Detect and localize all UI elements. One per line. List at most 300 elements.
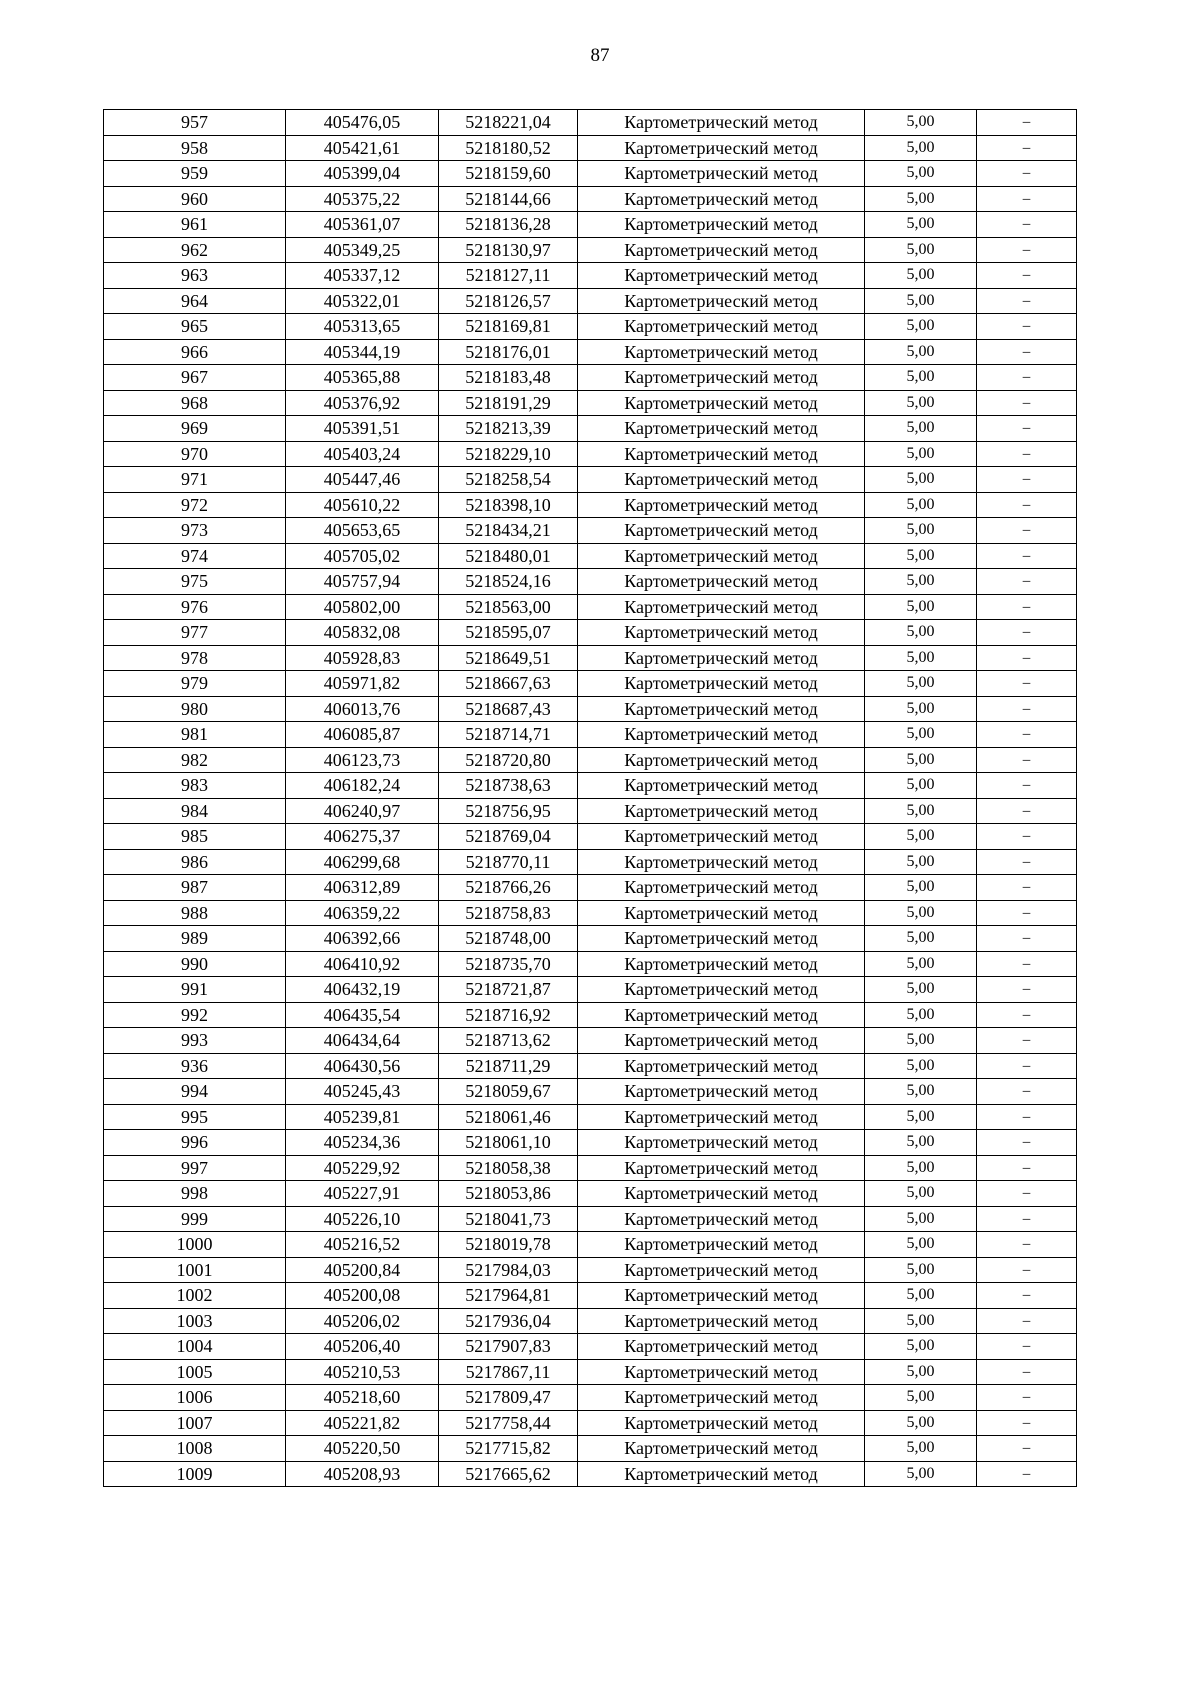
y-coordinate-cell: 5218770,11 <box>439 849 578 875</box>
error-cell: 5,00 <box>865 1257 977 1283</box>
note-cell: – <box>977 1028 1077 1054</box>
table-row <box>104 1334 1077 1360</box>
y-coordinate-cell: 5218480,01 <box>439 543 578 569</box>
table-row <box>104 900 1077 926</box>
table-row <box>104 1104 1077 1130</box>
point-number-cell: 989 <box>104 926 286 952</box>
error-cell: 5,00 <box>865 1206 977 1232</box>
y-coordinate-cell: 5218758,83 <box>439 900 578 926</box>
x-coordinate-cell: 405971,82 <box>286 671 439 697</box>
note-cell: – <box>977 875 1077 901</box>
point-number-cell: 962 <box>104 237 286 263</box>
error-cell: 5,00 <box>865 1334 977 1360</box>
point-number-cell: 988 <box>104 900 286 926</box>
note-cell: – <box>977 339 1077 365</box>
note-cell: – <box>977 926 1077 952</box>
x-coordinate-cell: 405200,84 <box>286 1257 439 1283</box>
table-row <box>104 1155 1077 1181</box>
x-coordinate-cell: 406013,76 <box>286 696 439 722</box>
method-cell: Картометрический метод <box>578 339 865 365</box>
note-cell: – <box>977 1053 1077 1079</box>
y-coordinate-cell: 5218524,16 <box>439 569 578 595</box>
note-cell: – <box>977 1002 1077 1028</box>
y-coordinate-cell: 5218127,11 <box>439 263 578 289</box>
method-cell: Картометрический метод <box>578 696 865 722</box>
error-cell: 5,00 <box>865 722 977 748</box>
note-cell: – <box>977 1257 1077 1283</box>
error-cell: 5,00 <box>865 314 977 340</box>
method-cell: Картометрический метод <box>578 1283 865 1309</box>
y-coordinate-cell: 5218756,95 <box>439 798 578 824</box>
error-cell: 5,00 <box>865 441 977 467</box>
table-row <box>104 798 1077 824</box>
x-coordinate-cell: 405239,81 <box>286 1104 439 1130</box>
point-number-cell: 1009 <box>104 1461 286 1487</box>
y-coordinate-cell: 5218136,28 <box>439 212 578 238</box>
point-number-cell: 995 <box>104 1104 286 1130</box>
method-cell: Картометрический метод <box>578 135 865 161</box>
note-cell: – <box>977 1181 1077 1207</box>
method-cell: Картометрический метод <box>578 441 865 467</box>
error-cell: 5,00 <box>865 1181 977 1207</box>
table-row <box>104 696 1077 722</box>
error-cell: 5,00 <box>865 900 977 926</box>
y-coordinate-cell: 5218563,00 <box>439 594 578 620</box>
table-row <box>104 1232 1077 1258</box>
point-number-cell: 958 <box>104 135 286 161</box>
y-coordinate-cell: 5218176,01 <box>439 339 578 365</box>
method-cell: Картометрический метод <box>578 263 865 289</box>
coordinates-table <box>103 109 1077 1487</box>
method-cell: Картометрический метод <box>578 186 865 212</box>
y-coordinate-cell: 5217715,82 <box>439 1436 578 1462</box>
method-cell: Картометрический метод <box>578 1002 865 1028</box>
point-number-cell: 985 <box>104 824 286 850</box>
table-row <box>104 1206 1077 1232</box>
note-cell: – <box>977 900 1077 926</box>
note-cell: – <box>977 1461 1077 1487</box>
y-coordinate-cell: 5218221,04 <box>439 110 578 136</box>
point-number-cell: 965 <box>104 314 286 340</box>
point-number-cell: 979 <box>104 671 286 697</box>
method-cell: Картометрический метод <box>578 288 865 314</box>
method-cell: Картометрический метод <box>578 1206 865 1232</box>
x-coordinate-cell: 405832,08 <box>286 620 439 646</box>
table-row <box>104 416 1077 442</box>
error-cell: 5,00 <box>865 1079 977 1105</box>
note-cell: – <box>977 620 1077 646</box>
point-number-cell: 996 <box>104 1130 286 1156</box>
table-row <box>104 518 1077 544</box>
note-cell: – <box>977 1359 1077 1385</box>
note-cell: – <box>977 110 1077 136</box>
error-cell: 5,00 <box>865 798 977 824</box>
table-row <box>104 186 1077 212</box>
table-row <box>104 314 1077 340</box>
note-cell: – <box>977 186 1077 212</box>
note-cell: – <box>977 1130 1077 1156</box>
note-cell: – <box>977 288 1077 314</box>
error-cell: 5,00 <box>865 875 977 901</box>
error-cell: 5,00 <box>865 1232 977 1258</box>
method-cell: Картометрический метод <box>578 875 865 901</box>
table-row <box>104 1079 1077 1105</box>
y-coordinate-cell: 5218738,63 <box>439 773 578 799</box>
point-number-cell: 999 <box>104 1206 286 1232</box>
y-coordinate-cell: 5218126,57 <box>439 288 578 314</box>
table-row <box>104 1028 1077 1054</box>
note-cell: – <box>977 798 1077 824</box>
note-cell: – <box>977 237 1077 263</box>
table-row <box>104 1283 1077 1309</box>
note-cell: – <box>977 390 1077 416</box>
note-cell: – <box>977 492 1077 518</box>
method-cell: Картометрический метод <box>578 1155 865 1181</box>
error-cell: 5,00 <box>865 492 977 518</box>
point-number-cell: 998 <box>104 1181 286 1207</box>
table-row <box>104 1130 1077 1156</box>
error-cell: 5,00 <box>865 390 977 416</box>
method-cell: Картометрический метод <box>578 1359 865 1385</box>
error-cell: 5,00 <box>865 237 977 263</box>
x-coordinate-cell: 406432,19 <box>286 977 439 1003</box>
y-coordinate-cell: 5218059,67 <box>439 1079 578 1105</box>
method-cell: Картометрический метод <box>578 977 865 1003</box>
x-coordinate-cell: 406410,92 <box>286 951 439 977</box>
method-cell: Картометрический метод <box>578 237 865 263</box>
y-coordinate-cell: 5218716,92 <box>439 1002 578 1028</box>
point-number-cell: 1000 <box>104 1232 286 1258</box>
error-cell: 5,00 <box>865 1104 977 1130</box>
y-coordinate-cell: 5218687,43 <box>439 696 578 722</box>
point-number-cell: 964 <box>104 288 286 314</box>
point-number-cell: 969 <box>104 416 286 442</box>
method-cell: Картометрический метод <box>578 1079 865 1105</box>
x-coordinate-cell: 405391,51 <box>286 416 439 442</box>
error-cell: 5,00 <box>865 926 977 952</box>
y-coordinate-cell: 5218159,60 <box>439 161 578 187</box>
table-row <box>104 543 1077 569</box>
error-cell: 5,00 <box>865 212 977 238</box>
method-cell: Картометрический метод <box>578 416 865 442</box>
table-row <box>104 1436 1077 1462</box>
table-row <box>104 237 1077 263</box>
point-number-cell: 972 <box>104 492 286 518</box>
x-coordinate-cell: 405349,25 <box>286 237 439 263</box>
note-cell: – <box>977 594 1077 620</box>
x-coordinate-cell: 405200,08 <box>286 1283 439 1309</box>
point-number-cell: 974 <box>104 543 286 569</box>
note-cell: – <box>977 569 1077 595</box>
table-row <box>104 594 1077 620</box>
note-cell: – <box>977 1104 1077 1130</box>
error-cell: 5,00 <box>865 339 977 365</box>
table-row <box>104 645 1077 671</box>
table-row <box>104 161 1077 187</box>
y-coordinate-cell: 5218258,54 <box>439 467 578 493</box>
note-cell: – <box>977 365 1077 391</box>
y-coordinate-cell: 5218398,10 <box>439 492 578 518</box>
x-coordinate-cell: 406085,87 <box>286 722 439 748</box>
x-coordinate-cell: 405653,65 <box>286 518 439 544</box>
table-row <box>104 722 1077 748</box>
x-coordinate-cell: 405206,40 <box>286 1334 439 1360</box>
x-coordinate-cell: 405221,82 <box>286 1410 439 1436</box>
y-coordinate-cell: 5217964,81 <box>439 1283 578 1309</box>
note-cell: – <box>977 543 1077 569</box>
note-cell: – <box>977 161 1077 187</box>
error-cell: 5,00 <box>865 824 977 850</box>
point-number-cell: 961 <box>104 212 286 238</box>
error-cell: 5,00 <box>865 186 977 212</box>
point-number-cell: 980 <box>104 696 286 722</box>
page-number: 87 <box>590 45 610 66</box>
note-cell: – <box>977 951 1077 977</box>
table-row <box>104 824 1077 850</box>
y-coordinate-cell: 5218213,39 <box>439 416 578 442</box>
x-coordinate-cell: 405705,02 <box>286 543 439 569</box>
point-number-cell: 1003 <box>104 1308 286 1334</box>
x-coordinate-cell: 406435,54 <box>286 1002 439 1028</box>
method-cell: Картометрический метод <box>578 951 865 977</box>
y-coordinate-cell: 5218183,48 <box>439 365 578 391</box>
y-coordinate-cell: 5218434,21 <box>439 518 578 544</box>
table-row <box>104 1410 1077 1436</box>
y-coordinate-cell: 5218144,66 <box>439 186 578 212</box>
method-cell: Картометрический метод <box>578 620 865 646</box>
error-cell: 5,00 <box>865 1053 977 1079</box>
note-cell: – <box>977 518 1077 544</box>
note-cell: – <box>977 1232 1077 1258</box>
point-number-cell: 1006 <box>104 1385 286 1411</box>
point-number-cell: 968 <box>104 390 286 416</box>
error-cell: 5,00 <box>865 594 977 620</box>
note-cell: – <box>977 1385 1077 1411</box>
method-cell: Картометрический метод <box>578 747 865 773</box>
note-cell: – <box>977 1436 1077 1462</box>
table-row <box>104 875 1077 901</box>
table-row <box>104 288 1077 314</box>
point-number-cell: 997 <box>104 1155 286 1181</box>
method-cell: Картометрический метод <box>578 467 865 493</box>
table-row <box>104 1308 1077 1334</box>
point-number-cell: 973 <box>104 518 286 544</box>
error-cell: 5,00 <box>865 671 977 697</box>
y-coordinate-cell: 5218053,86 <box>439 1181 578 1207</box>
y-coordinate-cell: 5218711,29 <box>439 1053 578 1079</box>
method-cell: Картометрический метод <box>578 722 865 748</box>
point-number-cell: 976 <box>104 594 286 620</box>
x-coordinate-cell: 405928,83 <box>286 645 439 671</box>
point-number-cell: 978 <box>104 645 286 671</box>
error-cell: 5,00 <box>865 1002 977 1028</box>
error-cell: 5,00 <box>865 263 977 289</box>
point-number-cell: 987 <box>104 875 286 901</box>
error-cell: 5,00 <box>865 1436 977 1462</box>
note-cell: – <box>977 1206 1077 1232</box>
error-cell: 5,00 <box>865 416 977 442</box>
x-coordinate-cell: 405322,01 <box>286 288 439 314</box>
x-coordinate-cell: 405403,24 <box>286 441 439 467</box>
point-number-cell: 994 <box>104 1079 286 1105</box>
table-row <box>104 365 1077 391</box>
table-row <box>104 390 1077 416</box>
note-cell: – <box>977 135 1077 161</box>
method-cell: Картометрический метод <box>578 314 865 340</box>
table-row <box>104 263 1077 289</box>
note-cell: – <box>977 849 1077 875</box>
point-number-cell: 1002 <box>104 1283 286 1309</box>
y-coordinate-cell: 5218720,80 <box>439 747 578 773</box>
error-cell: 5,00 <box>865 569 977 595</box>
y-coordinate-cell: 5217907,83 <box>439 1334 578 1360</box>
x-coordinate-cell: 406299,68 <box>286 849 439 875</box>
error-cell: 5,00 <box>865 1308 977 1334</box>
method-cell: Картометрический метод <box>578 926 865 952</box>
method-cell: Картометрический метод <box>578 1181 865 1207</box>
error-cell: 5,00 <box>865 543 977 569</box>
table-row <box>104 1002 1077 1028</box>
method-cell: Картометрический метод <box>578 671 865 697</box>
table-row <box>104 110 1077 136</box>
x-coordinate-cell: 405313,65 <box>286 314 439 340</box>
table-row <box>104 747 1077 773</box>
x-coordinate-cell: 406359,22 <box>286 900 439 926</box>
method-cell: Картометрический метод <box>578 1308 865 1334</box>
error-cell: 5,00 <box>865 951 977 977</box>
table-row <box>104 135 1077 161</box>
table-row <box>104 467 1077 493</box>
note-cell: – <box>977 1334 1077 1360</box>
method-cell: Картометрический метод <box>578 365 865 391</box>
point-number-cell: 1001 <box>104 1257 286 1283</box>
method-cell: Картометрический метод <box>578 798 865 824</box>
y-coordinate-cell: 5217867,11 <box>439 1359 578 1385</box>
table-row <box>104 569 1077 595</box>
y-coordinate-cell: 5218229,10 <box>439 441 578 467</box>
error-cell: 5,00 <box>865 645 977 671</box>
x-coordinate-cell: 405375,22 <box>286 186 439 212</box>
method-cell: Картометрический метод <box>578 1104 865 1130</box>
x-coordinate-cell: 405234,36 <box>286 1130 439 1156</box>
point-number-cell: 977 <box>104 620 286 646</box>
x-coordinate-cell: 406275,37 <box>286 824 439 850</box>
note-cell: – <box>977 977 1077 1003</box>
point-number-cell: 1007 <box>104 1410 286 1436</box>
note-cell: – <box>977 1308 1077 1334</box>
x-coordinate-cell: 405421,61 <box>286 135 439 161</box>
point-number-cell: 983 <box>104 773 286 799</box>
method-cell: Картометрический метод <box>578 900 865 926</box>
method-cell: Картометрический метод <box>578 543 865 569</box>
x-coordinate-cell: 405216,52 <box>286 1232 439 1258</box>
method-cell: Картометрический метод <box>578 390 865 416</box>
y-coordinate-cell: 5218735,70 <box>439 951 578 977</box>
error-cell: 5,00 <box>865 620 977 646</box>
x-coordinate-cell: 405245,43 <box>286 1079 439 1105</box>
point-number-cell: 1008 <box>104 1436 286 1462</box>
note-cell: – <box>977 671 1077 697</box>
x-coordinate-cell: 405218,60 <box>286 1385 439 1411</box>
y-coordinate-cell: 5217665,62 <box>439 1461 578 1487</box>
x-coordinate-cell: 405210,53 <box>286 1359 439 1385</box>
y-coordinate-cell: 5218667,63 <box>439 671 578 697</box>
note-cell: – <box>977 824 1077 850</box>
error-cell: 5,00 <box>865 1359 977 1385</box>
error-cell: 5,00 <box>865 1130 977 1156</box>
y-coordinate-cell: 5217936,04 <box>439 1308 578 1334</box>
y-coordinate-cell: 5218061,10 <box>439 1130 578 1156</box>
y-coordinate-cell: 5217758,44 <box>439 1410 578 1436</box>
point-number-cell: 957 <box>104 110 286 136</box>
table-row <box>104 773 1077 799</box>
point-number-cell: 971 <box>104 467 286 493</box>
table-row <box>104 620 1077 646</box>
table-row <box>104 1359 1077 1385</box>
error-cell: 5,00 <box>865 1410 977 1436</box>
point-number-cell: 990 <box>104 951 286 977</box>
method-cell: Картометрический метод <box>578 1028 865 1054</box>
error-cell: 5,00 <box>865 1155 977 1181</box>
method-cell: Картометрический метод <box>578 1461 865 1487</box>
note-cell: – <box>977 314 1077 340</box>
x-coordinate-cell: 406312,89 <box>286 875 439 901</box>
error-cell: 5,00 <box>865 1385 977 1411</box>
x-coordinate-cell: 406434,64 <box>286 1028 439 1054</box>
note-cell: – <box>977 773 1077 799</box>
x-coordinate-cell: 406123,73 <box>286 747 439 773</box>
note-cell: – <box>977 416 1077 442</box>
y-coordinate-cell: 5217809,47 <box>439 1385 578 1411</box>
table-row <box>104 951 1077 977</box>
y-coordinate-cell: 5218058,38 <box>439 1155 578 1181</box>
table-row <box>104 977 1077 1003</box>
x-coordinate-cell: 405226,10 <box>286 1206 439 1232</box>
x-coordinate-cell: 405399,04 <box>286 161 439 187</box>
point-number-cell: 936 <box>104 1053 286 1079</box>
y-coordinate-cell: 5218180,52 <box>439 135 578 161</box>
method-cell: Картометрический метод <box>578 824 865 850</box>
point-number-cell: 986 <box>104 849 286 875</box>
error-cell: 5,00 <box>865 696 977 722</box>
x-coordinate-cell: 405757,94 <box>286 569 439 595</box>
point-number-cell: 966 <box>104 339 286 365</box>
method-cell: Картометрический метод <box>578 110 865 136</box>
error-cell: 5,00 <box>865 773 977 799</box>
x-coordinate-cell: 406392,66 <box>286 926 439 952</box>
point-number-cell: 1005 <box>104 1359 286 1385</box>
note-cell: – <box>977 747 1077 773</box>
point-number-cell: 959 <box>104 161 286 187</box>
method-cell: Картометрический метод <box>578 1410 865 1436</box>
point-number-cell: 1004 <box>104 1334 286 1360</box>
error-cell: 5,00 <box>865 110 977 136</box>
y-coordinate-cell: 5218721,87 <box>439 977 578 1003</box>
note-cell: – <box>977 263 1077 289</box>
y-coordinate-cell: 5217984,03 <box>439 1257 578 1283</box>
y-coordinate-cell: 5218169,81 <box>439 314 578 340</box>
y-coordinate-cell: 5218595,07 <box>439 620 578 646</box>
point-number-cell: 963 <box>104 263 286 289</box>
method-cell: Картометрический метод <box>578 1385 865 1411</box>
x-coordinate-cell: 405206,02 <box>286 1308 439 1334</box>
note-cell: – <box>977 722 1077 748</box>
table-row <box>104 212 1077 238</box>
point-number-cell: 993 <box>104 1028 286 1054</box>
error-cell: 5,00 <box>865 747 977 773</box>
x-coordinate-cell: 406182,24 <box>286 773 439 799</box>
error-cell: 5,00 <box>865 1283 977 1309</box>
